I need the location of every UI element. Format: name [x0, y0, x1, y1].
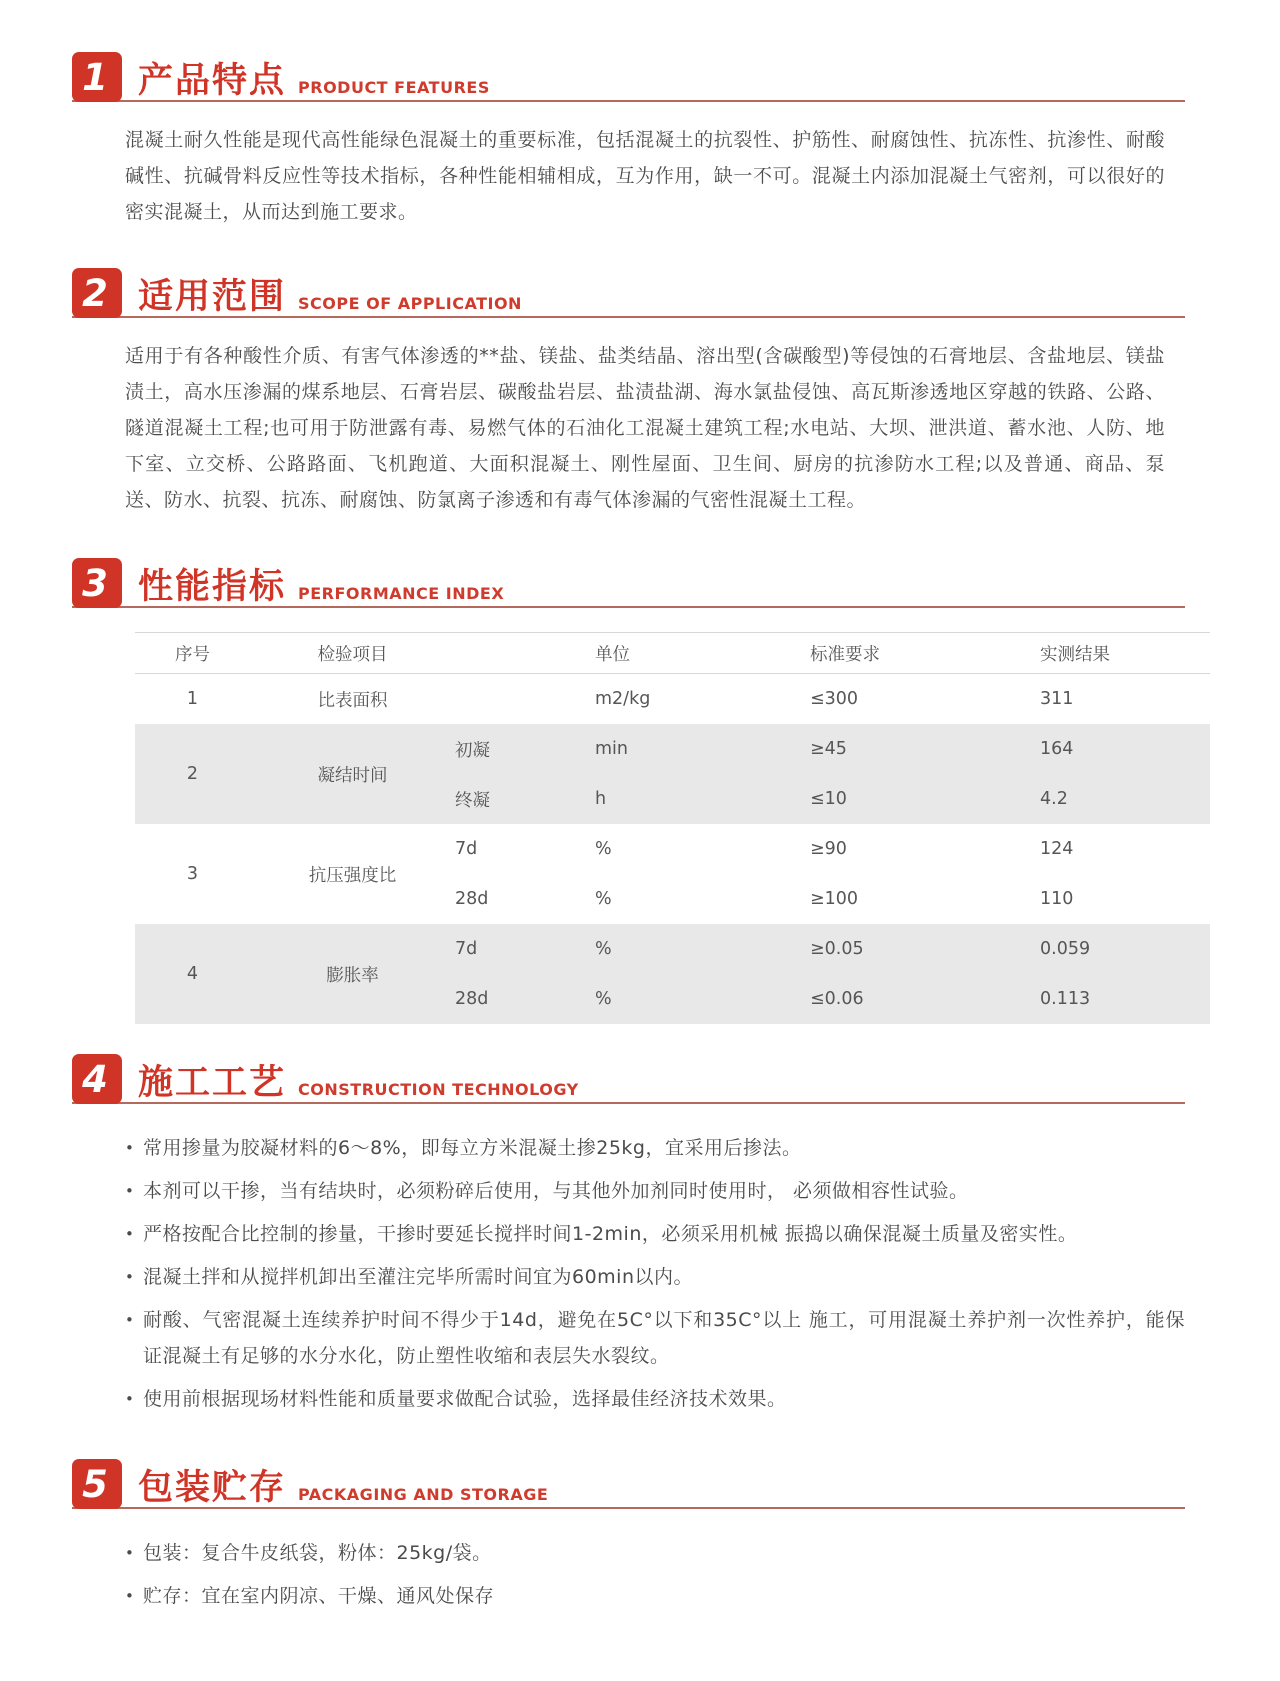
header-cell-standard: 标准要求 [810, 633, 1040, 674]
section-number-badge [72, 268, 122, 318]
bullet-icon: • [125, 1182, 135, 1200]
packaging-bullet-list [125, 1535, 1185, 1614]
table-cell-standard: ≥0.05 [810, 924, 1040, 974]
table-cell-standard: ≥100 [810, 889, 859, 909]
section-subtitle: PERFORMANCE INDEX [298, 584, 505, 603]
section-subtitle: PRODUCT FEATURES [298, 78, 490, 97]
table-cell-result: 164 [1040, 724, 1210, 774]
header-cell-result: 实测结果 [1040, 633, 1210, 674]
table-cell-no: 4 [135, 924, 250, 1024]
table-cell-result: 311 [1040, 689, 1074, 709]
section-number-badge [72, 1459, 122, 1509]
section-number: 2 [82, 271, 108, 315]
bullet-icon: • [125, 1587, 135, 1605]
table-cell-result: 0.113 [1040, 974, 1210, 1024]
table-cell-sub [455, 674, 595, 725]
bullet-text: 使用前根据现场材料性能和质量要求做配合试验，选择最佳经济技术效果。 [143, 1388, 787, 1410]
section-header-packaging [72, 1459, 1185, 1509]
table-cell-unit: m2/kg [595, 689, 651, 709]
section-packaging-and-storage [72, 1459, 1185, 1614]
table-cell-sub: 7d [455, 839, 478, 859]
header-cell-sub [455, 633, 595, 674]
section-title: 产品特点 [138, 61, 287, 101]
table-cell-result: 4.2 [1040, 774, 1210, 824]
section-subtitle: SCOPE OF APPLICATION [298, 294, 522, 313]
header-cell-unit: 单位 [595, 633, 810, 674]
table-cell-unit: min [595, 724, 810, 774]
table-cell-standard: ≤300 [810, 689, 859, 709]
section-number-badge [72, 52, 122, 102]
table-cell-result: 110 [1040, 889, 1074, 909]
table-cell-item: 凝结时间 [250, 724, 455, 824]
table-cell-sub: 终凝 [455, 774, 595, 824]
section-title: 施工工艺 [138, 1063, 287, 1103]
bullet-text: 包装：复合牛皮纸袋，粉体：25kg/袋。 [143, 1542, 492, 1564]
section-header-construction [72, 1054, 1185, 1104]
table-cell-standard: ≥90 [810, 839, 847, 859]
list-item [125, 1302, 1185, 1374]
section-title: 包装贮存 [138, 1468, 287, 1508]
bullet-icon: • [125, 1311, 135, 1329]
section-number: 3 [82, 561, 108, 605]
section-number: 1 [82, 55, 108, 99]
list-item [125, 1259, 1185, 1295]
bullet-icon: • [125, 1139, 135, 1157]
bullet-icon: • [125, 1390, 135, 1408]
section-scope-of-application [72, 268, 1185, 518]
table-cell-standard: ≥45 [810, 724, 1040, 774]
table-cell-unit: h [595, 774, 810, 824]
table-cell-unit: % [595, 839, 612, 859]
bullet-text: 贮存：宜在室内阴凉、干燥、通风处保存 [143, 1585, 495, 1607]
bullet-icon: • [125, 1225, 135, 1243]
list-item [125, 1216, 1185, 1252]
table-row [135, 924, 1210, 974]
section-header-product-features [72, 52, 1185, 102]
section-product-features [72, 52, 1185, 230]
bullet-text: 耐酸、气密混凝土连续养护时间不得少于14d，避免在5C°以下和35C°以上 施工，可用混凝土养护剂一次性养护，能保证混凝土有足够的水分水化，防止塑性收缩和表层失水裂纹。 [143, 1309, 1185, 1367]
table-row [135, 824, 1210, 874]
section-header-performance [72, 558, 1185, 608]
section-construction-technology [72, 1054, 1185, 1417]
table-row [135, 724, 1210, 774]
table-cell-result: 124 [1040, 839, 1074, 859]
table-cell-no: 1 [186, 689, 199, 709]
table-cell-sub: 7d [455, 924, 595, 974]
table-cell-result: 0.059 [1040, 924, 1210, 974]
section-performance-index [72, 558, 1185, 1024]
section-title: 适用范围 [138, 277, 287, 317]
list-item [125, 1173, 1185, 1209]
section-paragraph: 混凝土耐久性能是现代高性能绿色混凝土的重要标准，包括混凝土的抗裂性、护筋性、耐腐蚀性、抗冻性、抗渗性、耐酸碱性、抗碱骨料反应性等技术指标，各种性能相辅相成，互为作用，缺一不可。混凝土内添加混凝土气密剂，可以很好的密实混凝土，从而达到施工要求。 [125, 129, 1165, 223]
section-number-badge [72, 558, 122, 608]
table-cell-unit: % [595, 974, 810, 1024]
construction-bullet-list [125, 1130, 1185, 1417]
table-cell-no: 3 [186, 864, 199, 884]
bullet-icon: • [125, 1544, 135, 1562]
section-paragraph: 适用于有各种酸性介质、有害气体渗透的**盐、镁盐、盐类结晶、溶出型(含碳酸型)等侵蚀的石膏地层、含盐地层、镁盐渍土，高水压渗漏的煤系地层、石膏岩层、碳酸盐岩层、盐渍盐湖、海水氯盐侵蚀、高瓦斯渗透地区穿越的铁路、公路、隧道混凝土工程;也可用于防泄露有毒、易燃气体的石油化工混凝土建筑工程;水电站、大坝、泄洪道、蓄水池、人防、地下室、立交桥、公路路面、飞机跑道、大面积混凝土、刚性屋面、卫生间、厨房的抗渗防水工程;以及普通、商品、泵送、防水、抗裂、抗冻、耐腐蚀、防氯离子渗透和有毒气体渗漏的气密性混凝土工程。 [125, 345, 1165, 511]
list-item [125, 1130, 1185, 1166]
table-header-row [135, 633, 1210, 674]
table-cell-item: 膨胀率 [250, 924, 455, 1024]
bullet-text: 混凝土拌和从搅拌机卸出至灌注完毕所需时间宜为60min以内。 [143, 1266, 694, 1288]
section-number: 4 [82, 1057, 108, 1101]
bullet-text: 本剂可以干掺，当有结块时，必须粉碎后使用，与其他外加剂同时使用时， 必须做相容性试验。 [143, 1180, 969, 1202]
header-cell-item: 检验项目 [250, 633, 455, 674]
table-cell-unit: % [595, 924, 810, 974]
list-item [125, 1381, 1185, 1417]
table-cell-sub: 28d [455, 889, 489, 909]
table-cell-item: 抗压强度比 [308, 865, 397, 886]
header-cell-no: 序号 [135, 633, 250, 674]
list-item [125, 1535, 1185, 1571]
section-header-scope [72, 268, 1185, 318]
performance-table [135, 632, 1210, 1024]
section-subtitle: PACKAGING AND STORAGE [298, 1485, 549, 1504]
bullet-icon: • [125, 1268, 135, 1286]
bullet-text: 严格按配合比控制的掺量，干掺时要延长搅拌时间1-2min，必须采用机械 振捣以确保混凝土质量及密实性。 [143, 1223, 1078, 1245]
section-number: 5 [82, 1462, 108, 1506]
section-number-badge [72, 1054, 122, 1104]
section-title: 性能指标 [138, 567, 287, 607]
table-cell-sub: 初凝 [455, 724, 595, 774]
list-item [125, 1578, 1185, 1614]
table-cell-standard: ≤0.06 [810, 974, 1040, 1024]
table-cell-no: 2 [135, 724, 250, 824]
table-cell-standard: ≤10 [810, 774, 1040, 824]
table-cell-item: 比表面积 [317, 690, 388, 711]
bullet-text: 常用掺量为胶凝材料的6～8%，即每立方米混凝土掺25kg，宜采用后掺法。 [143, 1137, 802, 1159]
table-row [135, 674, 1210, 725]
section-subtitle: CONSTRUCTION TECHNOLOGY [298, 1080, 579, 1099]
table-cell-sub: 28d [455, 974, 595, 1024]
table-cell-unit: % [595, 889, 612, 909]
